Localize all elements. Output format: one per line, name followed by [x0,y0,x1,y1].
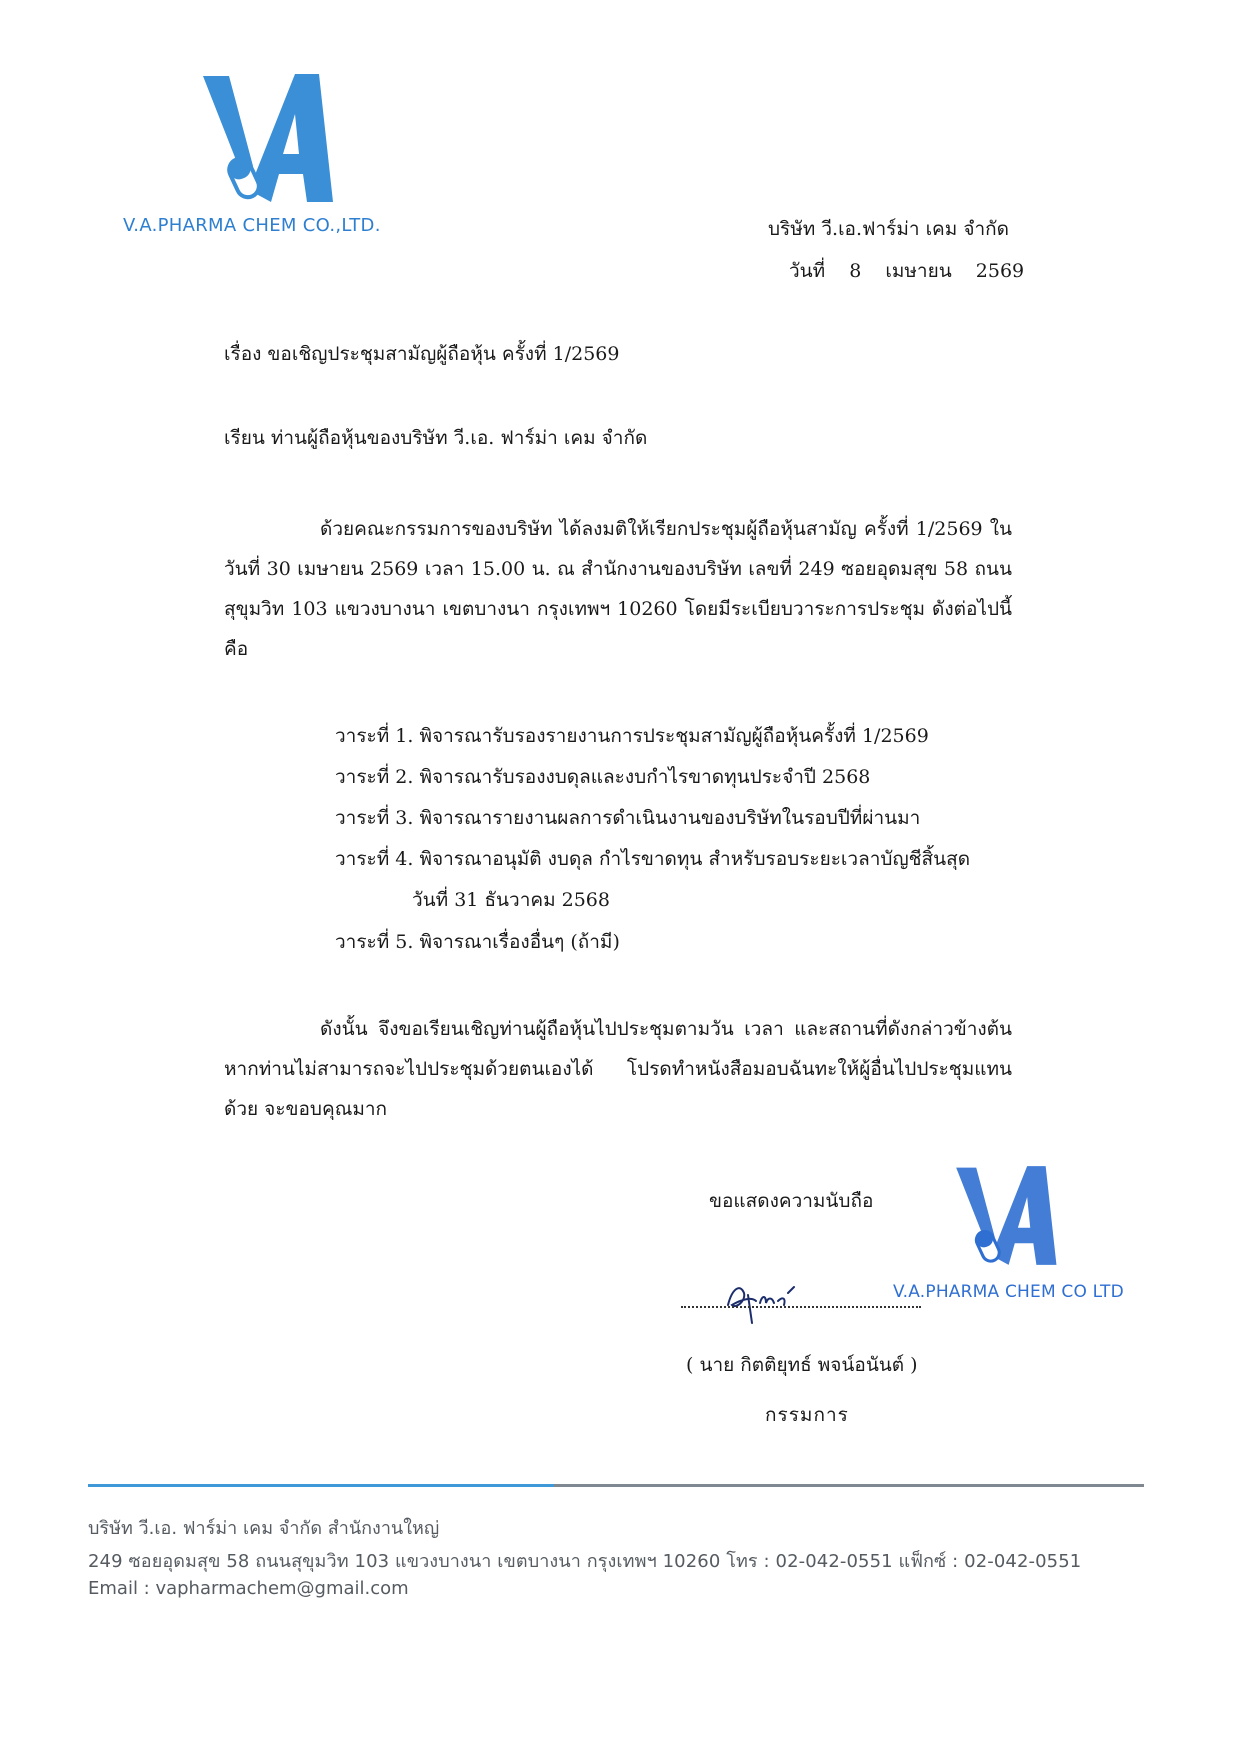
agenda-item-1: วาระที่ 1. พิจารณารับรองรายงานการประชุมสามัญผู้ถือหุ้นครั้งที่ 1/2569 [335,725,929,747]
footer-divider-gray [554,1484,1144,1487]
footer-divider-blue [88,1484,554,1487]
footer-address: 249 ซอยอุดมสุข 58 ถนนสุขุมวิท 103 แขวงบางนา เขตบางนา กรุงเทพฯ 10260 โทร : 02-042-0551 แฟ็กซ์ : 02-042-0551 [88,1551,1082,1572]
company-logo [195,70,335,210]
signature-line [681,1306,921,1308]
agenda-item-2: วาระที่ 2. พิจารณารับรองงบดุลและงบกำไรขาดทุนประจำปี 2568 [335,766,871,788]
letter-date [789,262,1040,281]
handwritten-signature [722,1275,814,1325]
agenda-item-4: วาระที่ 4. พิจารณาอนุมัติ งบดุล กำไรขาดทุน สำหรับรอบระยะเวลาบัญชีสิ้นสุด [335,848,971,870]
letter-salutation: เรียน ท่านผู้ถือหุ้นของบริษัท วี.เอ. ฟาร์ม่า เคม จำกัด [224,427,648,449]
date-year: 2569 [975,260,1025,282]
date-label: วันที่ [789,260,826,282]
date-month: เมษายน [885,260,952,282]
agenda-item-4-continuation: วันที่ 31 ธันวาคม 2568 [412,889,610,911]
body-paragraph-1: ด้วยคณะกรรมการของบริษัท ได้ลงมติให้เรียกประชุมผู้ถือหุ้นสามัญ ครั้งที่ 1/2569 ในวันที่ 30 เมษายน 2569 เวลา 15.00 น. ณ สำนักงานของบริษัท เลขที่ 249 ซอยอุดมสุข 58 ถนนสุขุมวิท 103 แขวงบางนา เขตบางนา กรุงเทพฯ 10260 โดยมีระเบียบวาระการประชุม ดังต่อไปนี้ คือ [224,518,1012,660]
agenda-item-5: วาระที่ 5. พิจารณาเรื่องอื่นๆ (ถ้ามี) [335,931,620,953]
company-stamp-logo [950,1158,1058,1276]
body-paragraph-2: ดังนั้น จึงขอเรียนเชิญท่านผู้ถือหุ้นไปประชุมตามวัน เวลา และสถานที่ดังกล่าวข้างต้น หากท่านไม่สามารถจะไปประชุมด้วยตนเองได้ โปรดทำหนังสือมอบฉันทะให้ผู้อื่นไปประชุมแทน ด้วย จะขอบคุณมาก [224,1018,1012,1120]
date-day: 8 [849,260,862,282]
closing-phrase: ขอแสดงความนับถือ [709,1190,874,1212]
company-name-en: V.A.PHARMA CHEM CO.,LTD. [123,215,381,236]
agenda-item-3: วาระที่ 3. พิจารณารายงานผลการดำเนินงานของบริษัทในรอบปีที่ผ่านมา [335,807,921,829]
signer-position: กรรมการ [765,1404,849,1426]
footer-email: Email : vapharmachem@gmail.com [88,1578,409,1599]
company-stamp-text: V.A.PHARMA CHEM CO LTD [893,1282,1124,1302]
footer-company: บริษัท วี.เอ. ฟาร์ม่า เคม จำกัด สำนักงานใหญ่ [88,1518,440,1539]
letter-subject: เรื่อง ขอเชิญประชุมสามัญผู้ถือหุ้น ครั้งที่ 1/2569 [224,343,620,365]
company-name-th: บริษัท วี.เอ.ฟาร์ม่า เคม จำกัด [768,218,1009,240]
signer-name: ( นาย กิตติยุทธ์ พจน์อนันต์ ) [686,1354,918,1376]
